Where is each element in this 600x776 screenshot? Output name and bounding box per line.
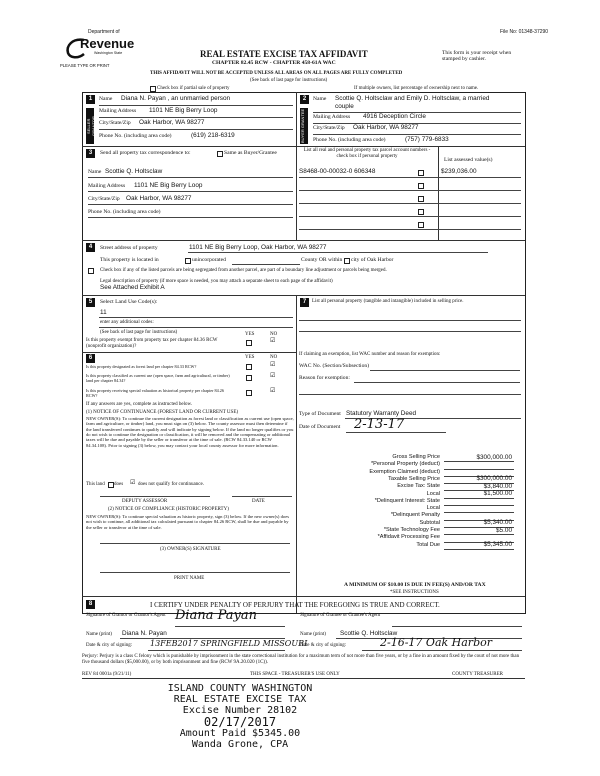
minimum-due-note: A MINIMUM OF $10.00 IS DUE IN FEE(S) AND/OR TAX [344,582,486,588]
exemption-label: If claiming an exemption, list WAC number and reason for exemption: [299,352,441,357]
multiple-owners-note: If multiple owners, list percentage of ownership next to name. [354,86,479,91]
perjury-statement: Perjury: Perjury is a class C felony which is punishable by imprisonment in the state correctional institution for a maximum term of not more than five years, or by a fine in an amount fixed by the court of not more than five thousand dollars ($5,000.00), or by both imprisonment and fine (RCW 9A.20.020 (1C)). [82,654,520,666]
notice1-title: (1) NOTICE OF CONTINUANCE (FOREST LAND OR CURRENT USE) [86,410,239,415]
tax-row-label: Taxable Selling Price [388,475,440,482]
does-not-checkbox[interactable]: ☑ [130,479,136,486]
parcel-heading: List all real and personal property tax parcel account numbers - check box if personal property [303,148,431,159]
tax-row-line [444,498,514,499]
notice2-body: NEW OWNER(S): To continue special valuation as historic property, sign (3) below. If the new owner(s) does not wish to continue, all additional tax calculated pursuant to chapter 84.26 RCW, shall be due and payable by the seller or transferor at the time of sale. [86,514,290,530]
doc-date-label: Date of Document [299,424,341,430]
personal-property-checkbox-1[interactable] [418,170,424,176]
reason-label: Reason for exemption: [299,375,350,381]
tax-row-label: Local [426,505,440,512]
tax-row-value[interactable]: $5.00 [496,526,512,534]
tax-row-line [444,469,514,470]
form-subtitle: CHAPTER 82.45 RCW - CHAPTER 458-61A WAC [212,60,336,66]
receipt-note: This form is your receipt when stamped by cashier. [442,50,512,63]
grantor-signature-label: Signature of Grantor or Grantor's Agent [86,613,166,618]
section-1-number: 1 [86,95,95,104]
print-name-label: PRINT NAME [174,576,205,581]
forest-yes-checkbox[interactable] [246,364,252,370]
grantee-name[interactable]: Scottie Q. Holtsclaw [340,630,398,637]
seller-address[interactable]: 1101 NE Big Berry Loop [149,107,218,114]
buyer-name[interactable]: Scottie Q. Holtsclaw and Emily D. Holtsclaw, a married [335,95,490,102]
forest-no-checkbox[interactable]: ☑ [270,361,276,368]
personal-property-checkbox-3[interactable] [418,196,424,202]
land-use-code[interactable]: 11 [100,309,107,316]
historic-question: Is this property receiving special valuation as historical property per chapter 84.26 RCW? [86,388,224,399]
grantor-date-label: Date & city of signing: [86,643,133,648]
exempt-question: Is this property exempt from property tax per chapter 84.36 RCW (nonprofit organization)? [86,338,218,349]
stamp-county: ISLAND COUNTY WASHINGTON [167,683,313,694]
stamp-date: 02/17/2017 [203,715,277,730]
no-header-6: NO [270,355,278,360]
certify-statement: I CERTIFY UNDER PENALTY OF PERJURY THAT THE FOREGOING IS TRUE AND CORRECT. [150,601,440,609]
buyer-name-line2[interactable]: couple [335,103,354,110]
unincorporated-checkbox[interactable] [185,258,191,264]
see-back-text: (See back of last page for instructions) [250,78,328,83]
buyer-city[interactable]: Oak Harbor, WA 98277 [353,124,419,131]
tax-row-label: Gross Selling Price [392,454,440,460]
assessed-value[interactable]: $239,036.00 [441,168,477,175]
tax-row-line [444,512,514,513]
grantor-signature[interactable]: Diana Payan [175,608,257,623]
notice2-title: (2) NOTICE OF COMPLIANCE (HISTORIC PROPERTY) [108,507,229,512]
seller-grantor-tab: SELLER GRANTOR [86,108,94,144]
seller-city[interactable]: Oak Harbor, WA 98277 [139,119,205,126]
same-as-buyer-label: Same as Buyer/Grantee [224,150,277,156]
tax-row-label: Local [426,490,440,497]
forest-question: Is this property designated as forest land per chapter 84.33 RCW? [86,364,197,369]
corr-address-label: Mailing Address [88,183,126,189]
tax-row-value[interactable]: $5,345.00 [483,541,512,549]
this-land-label: This land [86,482,105,487]
corr-name-label: Name [88,169,102,175]
county-treasurer-label: COUNTY TREASURER [452,672,503,677]
located-label: This property is located in [100,257,159,263]
historic-yes-checkbox[interactable] [246,390,252,396]
grantee-date-label: Date & city of signing: [300,643,347,648]
tax-row-value[interactable]: $1,500.00 [483,490,512,497]
legal-description-label: Legal description of property (if more space is needed, you may attach a separate sheet to each page of the affidavit) [100,279,333,284]
please-type: PLEASE TYPE OR PRINT [60,63,110,68]
grantor-date-city[interactable]: 13FEB2017 SPRINGFIELD MISSOURI [150,639,308,648]
section-6-number: 6 [86,354,95,363]
historic-no-checkbox[interactable]: ☑ [270,387,276,394]
tax-row-label: *Delinquent Interest: State [374,497,440,504]
buyer-name-label: Name [313,96,327,102]
section-7-number: 7 [300,298,309,307]
section-3-number: 3 [86,149,95,158]
current-use-yes-checkbox[interactable] [246,375,252,381]
current-use-no-checkbox[interactable]: ☑ [270,372,276,379]
assessed-heading: List assessed value(s) [444,157,493,163]
personal-property-checkbox-4[interactable] [418,209,424,215]
does-label: does [114,482,124,487]
section-2-number: 2 [300,95,309,104]
tax-row-value[interactable]: $5,340.00 [483,519,512,527]
corr-address[interactable]: 1101 NE Big Berry Loop [134,182,203,189]
tax-row-line [444,505,514,506]
tax-row-label: *Delinquent Penalty [390,512,440,519]
logo-state: Washington State [94,51,123,55]
personal-property-checkbox-2[interactable] [418,183,424,189]
seller-name[interactable]: Diana N. Payan , an unmarried person [121,95,231,102]
logo-dept: Department of [88,29,120,35]
exempt-yes-checkbox[interactable] [246,340,252,346]
stamp-amount-paid: Amount Paid $5345.00 [179,728,301,740]
segregated-checkbox[interactable] [88,268,94,274]
section-5-label: 5 [86,298,95,307]
tax-row-label: *Personal Property (deduct) [370,461,440,468]
tax-row-label: Subtotal [419,519,440,526]
segregated-label: Check box if any of the listed parcels are being segregated from another parcel, are part of a boundary line adjustment or parcels being merged. [100,268,387,273]
buyer-address[interactable]: 4916 Deception Circle [363,113,426,120]
wac-label: WAC No. (Section/Subsection) [299,363,370,369]
corr-city[interactable]: Oak Harbor, WA 98277 [126,195,192,202]
land-use-label: Select Land Use Code(s): [100,299,158,305]
additional-codes-label: enter any additional codes: [100,320,154,325]
notice1-body: NEW OWNER(S): To continue the current designation as forest land or classification as current use (open space, farm and agriculture, or timber) land, you must sign on (3) below. The county assessor must then determine if the land transferred continues to qualify and will indicate by signing below. If the land no longer qualifies or you do not wish to continue the designation or classification, it will be removed and the compensating or additional taxes will be due and payable by the seller or transferor at the time of sale. (RCW 84.33.140 or RCW 84.34.108). Prior to signing (3) below, you may contact your local county assessor for more information. [86,416,294,448]
treasurer-use-label: THIS SPACE - TREASURER'S USE ONLY [250,672,340,677]
doc-date[interactable]: 2-13-17 [354,417,405,432]
corr-phone-label: Phone No. (including area code) [88,209,161,215]
personal-property-checkbox-5[interactable] [418,222,424,228]
seller-address-label: Mailing Address [99,108,137,114]
city-of-label: city of Oak Harbor [351,257,394,263]
revenue-logo [64,30,134,64]
tax-row-label: Excise Tax: State [397,483,440,490]
tax-row-label: *Affidavit Processing Fee [377,534,440,541]
seller-name-label: Name [99,96,113,102]
tax-row-label: Total Due [416,541,440,548]
buyer-city-label: City/State/Zip [313,125,345,131]
form-revision: REV 84 0001a (9/21/11) [82,672,132,677]
grantee-name-label: Name (print) [300,632,326,637]
see-instructions-note: *SEE INSTRUCTIONS [390,590,439,595]
deputy-date-label: DATE [252,499,265,504]
tax-row-value[interactable]: $300,000.00 [476,475,512,483]
tax-row-value[interactable]: $300,000.00 [476,453,512,461]
yes-header-6: YES [245,355,255,360]
tax-row-label: *State Technology Fee [383,527,440,533]
if-yes-note: If any answers are yes, complete as instructed below. [86,402,193,407]
seller-city-label: City/State/Zip [99,120,131,126]
legal-description[interactable]: See Attached Exhibit A [100,284,165,291]
form-title: REAL ESTATE EXCISE TAX AFFIDAVIT [200,49,368,59]
buyer-phone-label: Phone No. (including area code) [313,137,386,143]
street-label: Street address of property [100,245,158,251]
logo-name: Revenue [80,36,135,51]
deputy-assessor-label: DEPUTY ASSESSOR [122,499,168,504]
file-number: File No: 01348-37290 [500,29,549,35]
stamp-excise-tax: REAL ESTATE EXCISE TAX [173,693,307,705]
corr-name[interactable]: Scottie Q. Holtsclaw [105,168,163,175]
doc-type[interactable]: Statutory Warranty Deed [346,410,417,417]
parcel-number[interactable]: S8468-00-00032-0 606348 [299,168,376,175]
seller-phone-label: Phone No. (including area code) [99,133,172,139]
current-use-question: Is this property classified as current use (open space, farm and agricultural, or timber) land per chapter 84.34? [86,373,230,384]
section-8-number: 8 [86,600,95,609]
stamp-treasurer: Wanda Grone, CPA [191,739,289,751]
yes-header: YES [245,332,255,337]
correspondence-heading: Send all property tax correspondence to: [100,150,191,156]
stamp-excise-number: Excise Number 28102 [182,704,298,716]
land-use-see-back: (See back of last page for instructions) [100,330,178,335]
doc-type-label: Type of Document [299,411,341,417]
partial-sale-label: Check box if partial sale of property [157,86,230,91]
corr-city-label: City/State/Zip [88,196,120,202]
no-header: NO [270,332,278,337]
tax-row-label: Exemption Claimed (deduct) [369,468,440,475]
personal-property-label: List all personal property (tangible and intangible) included in selling price. [312,299,464,304]
city-checkbox[interactable] [344,258,350,264]
tax-row-line [444,549,514,550]
buyer-grantee-tab: BUYER GRANTEE [300,108,308,144]
unincorporated-label: unincorporated [192,257,226,263]
tax-row-line [444,534,514,535]
buyer-phone[interactable]: (757) 779-6833 [405,136,449,143]
same-as-buyer-checkbox[interactable] [217,151,223,157]
exempt-no-checkbox[interactable]: ☑ [270,337,276,344]
does-not-label: does not qualify for continuance. [138,482,204,487]
street-address[interactable]: 1101 NE Big Berry Loop, Oak Harbor, WA 98277 [189,244,327,251]
buyer-address-label: Mailing Address [313,114,351,120]
treasurer-stamp [150,684,330,751]
seller-phone[interactable]: (619) 218-6319 [191,132,235,139]
grantor-name[interactable]: Diana N. Payan [122,630,167,637]
grantee-date-city[interactable]: 2-16-17 Oak Harbor [380,636,492,649]
grantee-signature-label: Signature of Grantee or Grantee's Agent [300,613,381,618]
tax-row-line [444,461,514,462]
grantor-name-label: Name (print) [86,632,112,637]
county-or-label: County OR within [301,257,343,263]
tax-row-value[interactable]: $3,840.00 [483,482,512,490]
owner-signature-label: (3) OWNER(S) SIGNATURE [160,547,221,552]
section-4-number: 4 [86,243,95,252]
warning-text: THIS AFFIDAVIT WILL NOT BE ACCEPTED UNLESS ALL AREAS ON ALL PAGES ARE FULLY COMPLETED [150,71,403,76]
